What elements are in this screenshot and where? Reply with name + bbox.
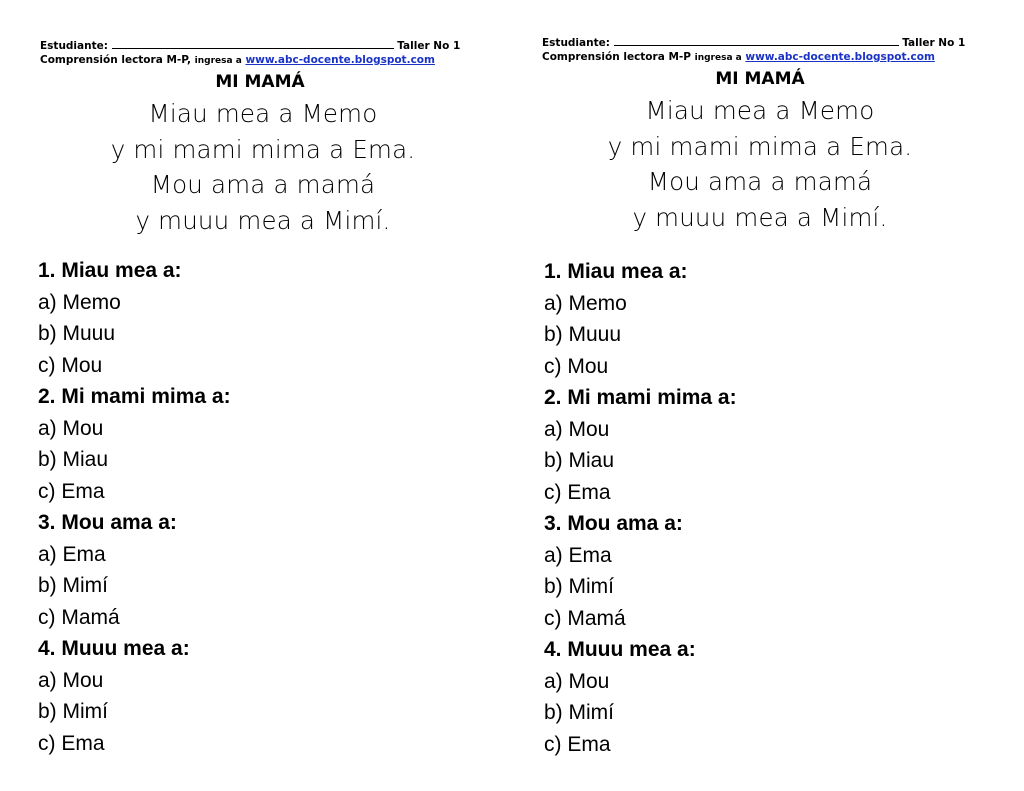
comprension-label: Comprensión lectora M-P, [40, 54, 192, 66]
student-name-blank[interactable] [614, 35, 899, 46]
answer-option[interactable]: a) Memo [544, 291, 627, 315]
answer-option[interactable]: c) Ema [544, 732, 611, 756]
source-line [542, 51, 935, 63]
question-title: 2. Mi mami mima a: [38, 385, 231, 408]
answer-option[interactable]: b) Miau [38, 448, 109, 471]
poem-line: y mi mami mima a Ema. [607, 131, 913, 161]
answer-option[interactable]: c) Ema [38, 479, 105, 503]
answer-option[interactable]: a) Mou [544, 669, 610, 693]
answer-option[interactable]: a) Ema [544, 543, 612, 567]
student-line [542, 35, 965, 49]
answer-option[interactable]: c) Mamá [544, 606, 626, 630]
taller-label: Taller No 1 [397, 40, 461, 52]
question-list [38, 255, 231, 759]
blog-link[interactable]: www.abc-docente.blogspot.com [745, 51, 935, 63]
question-title: 4. Muuu mea a: [38, 637, 190, 660]
ingresa-label: ingresa a [194, 56, 242, 66]
source-line [40, 54, 435, 66]
poem-line: y muuu mea a Mimí. [135, 205, 391, 235]
question-list [544, 256, 737, 760]
answer-option[interactable]: a) Memo [38, 290, 121, 314]
question-title: 3. Mou ama a: [38, 511, 177, 534]
taller-label: Taller No 1 [902, 37, 966, 49]
comprension-label: Comprensión lectora M-P [542, 51, 691, 63]
blog-link[interactable]: www.abc-docente.blogspot.com [245, 54, 435, 66]
student-line [40, 38, 460, 52]
answer-option[interactable]: a) Mou [544, 417, 610, 441]
answer-option[interactable]: a) Mou [38, 668, 104, 692]
poem [542, 93, 978, 235]
answer-option[interactable]: b) Mimí [544, 701, 614, 724]
answer-option[interactable]: c) Ema [38, 731, 105, 755]
question-title: 2. Mi mami mima a: [544, 386, 737, 409]
answer-option[interactable]: b) Muuu [544, 323, 622, 346]
poem-line: Mou ama a mamá [647, 167, 873, 196]
answer-option[interactable]: b) Miau [544, 449, 615, 472]
worksheet-right [542, 0, 1022, 791]
poem-line: Miau mea a Memo [645, 96, 875, 125]
question-title: 1. Miau mea a: [544, 260, 688, 283]
poem-title: MI MAMÁ [715, 69, 805, 89]
answer-option[interactable]: a) Ema [38, 542, 106, 566]
ingresa-label: ingresa a [694, 53, 742, 63]
answer-option[interactable]: c) Mamá [38, 605, 120, 629]
poem-line: y mi mami mima a Ema. [110, 134, 416, 164]
poem-line: Mou ama a mamá [150, 170, 376, 199]
student-label: Estudiante: [40, 40, 108, 52]
answer-option[interactable]: c) Mou [544, 354, 609, 378]
student-label: Estudiante: [542, 37, 610, 49]
answer-option[interactable]: c) Mou [38, 353, 103, 377]
answer-option[interactable]: b) Mimí [544, 575, 614, 598]
poem [40, 96, 486, 238]
poem-line: y muuu mea a Mimí. [632, 202, 888, 232]
answer-option[interactable]: b) Muuu [38, 322, 116, 345]
worksheet-left [40, 0, 520, 791]
answer-option[interactable]: b) Mimí [38, 700, 108, 723]
question-title: 1. Miau mea a: [38, 259, 182, 282]
poem-title: MI MAMÁ [215, 72, 305, 92]
answer-option[interactable]: b) Mimí [38, 574, 108, 597]
question-title: 3. Mou ama a: [544, 512, 683, 535]
student-name-blank[interactable] [112, 38, 394, 49]
poem-line: Miau mea a Memo [148, 99, 378, 128]
answer-option[interactable]: c) Ema [544, 480, 611, 504]
question-title: 4. Muuu mea a: [544, 638, 696, 661]
answer-option[interactable]: a) Mou [38, 416, 104, 440]
